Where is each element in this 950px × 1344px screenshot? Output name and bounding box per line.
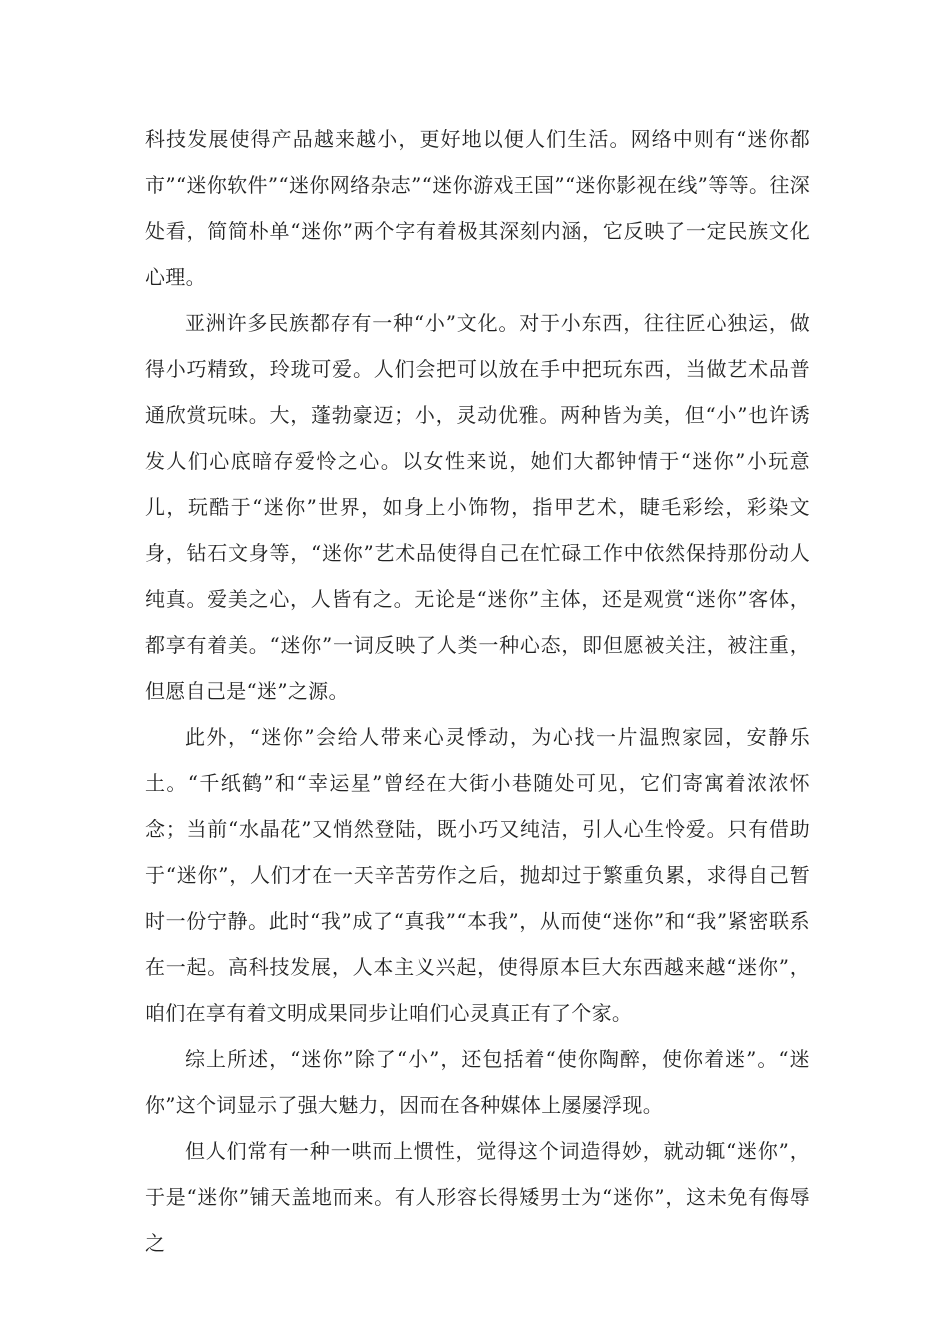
paragraph-5: 但人们常有一种一哄而上惯性，觉得这个词造得妙，就动辄“迷你”，于是“迷你”铺天盖地而来。有人形容长得矮男士为“迷你”，这未免有侮辱之	[145, 1139, 810, 1255]
paragraph-3: 此外，“迷你”会给人带来心灵悸动，为心找一片温煦家园，安静乐土。“千纸鹤”和“幸运星”曾经在大街小巷随处可见，它们寄寓着浓浓怀念；当前“水晶花”又悄然登陆，既小巧又纯洁，引人心生怜爱。只有借助于“迷你”，人们才在一天辛苦劳作之后，抛却过于繁重负累，求得自己暂时一份宁静。此时“我”成了“真我”“本我”，从而使“迷你”和“我”紧密联系在一起。高科技发展，人本主义兴起，使得原本巨大东西越来越“迷你”，咱们在享有着文明成果同步让咱们心灵真正有了个家。	[145, 725, 810, 1025]
paragraph-1: 科技发展使得产品越来越小，更好地以便人们生活。网络中则有“迷你都市”“迷你软件”“迷你网络杂志”“迷你游戏王国”“迷你影视在线”等等。往深处看，简简朴单“迷你”两个字有着极其深刻内涵，它反映了一定民族文化心理。	[145, 127, 810, 289]
paragraph-2: 亚洲许多民族都存有一种“小”文化。对于小东西，往往匠心独运，做得小巧精致，玲珑可爱。人们会把可以放在手中把玩东西，当做艺术品普通欣赏玩味。大，蓬勃豪迈；小，灵动优雅。两种皆为美，但“小”也许诱发人们心底暗存爱怜之心。以女性来说，她们大都钟情于“迷你”小玩意儿，玩酷于“迷你”世界，如身上小饰物，指甲艺术，睫毛彩绘，彩染文身，钻石文身等，“迷你”艺术品使得自己在忙碌工作中依然保持那份动人纯真。爱美之心，人皆有之。无论是“迷你”主体，还是观赏“迷你”客体，都享有着美。“迷你”一词反映了人类一种心态，即但愿被关注，被注重，但愿自己是“迷”之源。	[145, 311, 810, 703]
paragraph-4: 综上所述，“迷你”除了“小”，还包括着“使你陶醉，使你着迷”。“迷你”这个词显示了强大魅力，因而在各种媒体上屡屡浮现。	[145, 1047, 810, 1117]
body-text	[145, 116, 810, 1266]
